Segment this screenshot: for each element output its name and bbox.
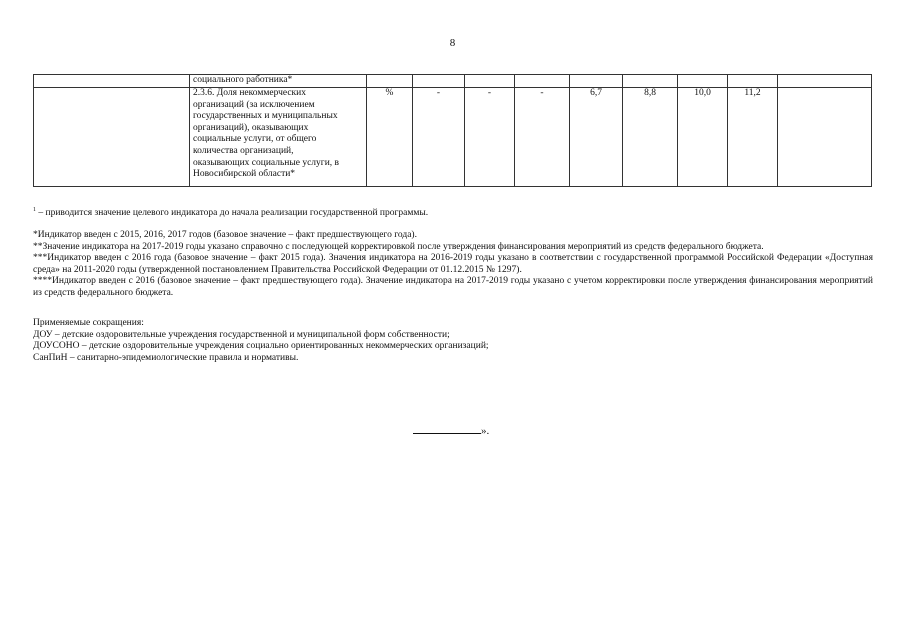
table-cell bbox=[570, 75, 623, 88]
indicator-name-cell: социального работника* bbox=[190, 75, 367, 88]
indicator-line: Новосибирской области* bbox=[193, 169, 296, 180]
abbreviation-item: ДОУ – детские оздоровительные учреждения государственной и муниципальной форм собственности; bbox=[33, 329, 450, 340]
abbreviation-item: СанПиН – санитарно-эпидемиологические правила и нормативы. bbox=[33, 352, 299, 363]
table-cell bbox=[465, 75, 515, 88]
footnote-marker: 1 bbox=[33, 207, 36, 213]
footnotes bbox=[33, 230, 873, 300]
indicator-name-cell bbox=[190, 88, 367, 187]
table-cell bbox=[515, 75, 570, 88]
indicator-line: количества организаций, bbox=[193, 145, 294, 156]
table-cell bbox=[367, 75, 413, 88]
footnote-item: *Индикатор введен с 2015, 2016, 2017 годов (базовое значение – факт предшествующего года). bbox=[33, 230, 417, 240]
signature-line bbox=[413, 425, 481, 434]
footnote-item: ***Индикатор введен с 2016 года (базовое значение – факт 2015 года). Значения индикатора на 2016-2019 годы указано в соответствии с государственной программой Российской Федерации «Доступная среда» на 2011-2020 годы (утвержденной постановлением Правительства Российской Федерации от 01.12.2015 № 1297). bbox=[33, 253, 873, 275]
table-cell bbox=[413, 75, 465, 88]
table-cell bbox=[34, 75, 190, 88]
table-row bbox=[34, 75, 872, 88]
table-cell bbox=[678, 75, 728, 88]
value-cell: 8,8 bbox=[623, 88, 678, 187]
footnote-text: – приводится значение целевого индикатора до начала реализации государственной программы. bbox=[36, 208, 429, 219]
value-cell bbox=[778, 88, 872, 187]
unit-cell: % bbox=[367, 88, 413, 187]
value-cell: 10,0 bbox=[678, 88, 728, 187]
table-cell bbox=[728, 75, 778, 88]
value-cell: 11,2 bbox=[728, 88, 778, 187]
footnote-item: ****Индикатор введен с 2016 (базовое значение – факт предшествующего года). Значение индикатора на 2017-2019 годы указано с учетом корректировки после утверждения финансирования мероприятий из средств федерального бюджета. bbox=[33, 276, 873, 298]
indicator-line: организаций), оказывающих bbox=[193, 122, 309, 133]
indicators-table bbox=[33, 74, 872, 187]
indicator-line: 2.3.6. Доля некоммерческих bbox=[193, 88, 306, 98]
indicator-line: государственных и муниципальных bbox=[193, 111, 338, 122]
value-cell: 6,7 bbox=[570, 88, 623, 187]
indicator-line: социальные услуги, от общего bbox=[193, 134, 317, 145]
abbreviations-title: Применяемые сокращения: bbox=[33, 318, 144, 328]
table-cell bbox=[623, 75, 678, 88]
page-number: 8 bbox=[449, 37, 456, 49]
table-cell bbox=[34, 88, 190, 187]
table-cell bbox=[778, 75, 872, 88]
indicator-line: организаций (за исключением bbox=[193, 99, 315, 110]
closing-mark bbox=[413, 425, 489, 437]
value-cell: - bbox=[413, 88, 465, 187]
superscript-footnote bbox=[33, 207, 873, 218]
abbreviations bbox=[33, 318, 873, 364]
value-cell: - bbox=[515, 88, 570, 187]
table-row bbox=[34, 88, 872, 187]
value-cell: - bbox=[465, 88, 515, 187]
indicator-line: оказывающих социальные услуги, в bbox=[193, 157, 340, 168]
abbreviation-item: ДОУСОНО – детские оздоровительные учреждения социально ориентированных некоммерческих организаций; bbox=[33, 341, 489, 352]
closing-quote: ». bbox=[481, 425, 490, 437]
footnote-item: **Значение индикатора на 2017-2019 годы указано справочно с последующей корректировкой после утверждения финансирования мероприятий из средств федерального бюджета. bbox=[33, 241, 764, 252]
